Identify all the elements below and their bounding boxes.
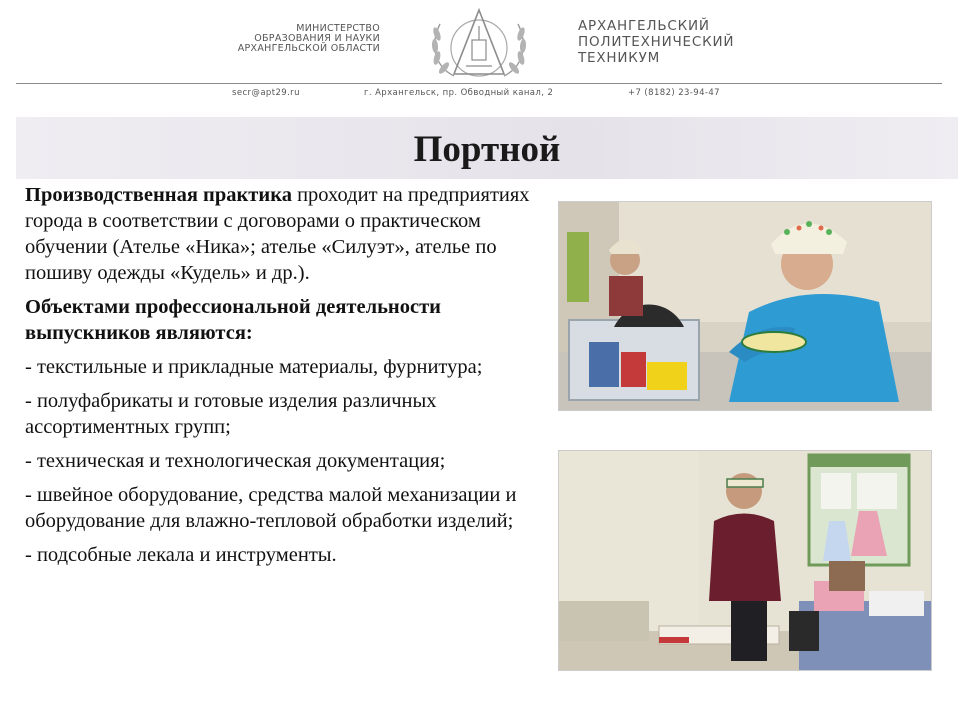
contact-phone: +7 (8182) 23-94-47 <box>628 88 720 98</box>
college-line: ТЕХНИКУМ <box>578 50 661 66</box>
title-bar <box>16 117 958 179</box>
college-name <box>578 18 798 66</box>
practice-heading: Производственная практика <box>25 184 292 206</box>
contact-address: г. Архангельск, пр. Обводный канал, 2 <box>364 88 554 98</box>
college-emblem-icon <box>424 4 534 88</box>
objects-heading: Объектами профессиональной деятельности выпускников являются: <box>25 296 441 344</box>
list-item: - швейное оборудование, средства малой механизации и оборудование для влажно-тепловой обработки изделий; <box>25 484 517 532</box>
list-item: - полуфабрикаты и готовые изделия различных ассортиментных групп; <box>25 390 437 438</box>
college-line: ПОЛИТЕХНИЧЕСКИЙ <box>578 34 735 50</box>
list-item: - текстильные и прикладные материалы, фурнитура; <box>25 356 483 378</box>
page-title: Портной <box>413 129 561 170</box>
header <box>0 0 960 100</box>
header-divider <box>16 83 942 84</box>
practice-paragraph <box>25 182 555 286</box>
practice-text: проходит на предприятиях города в соответствии с договорами о практическом обучении (Ателье «Ника»; ателье «Силуэт», ателье по пошиву одежды «Кудель» и др.). <box>25 184 530 284</box>
ministry-line: АРХАНГЕЛЬСКОЙ ОБЛАСТИ <box>237 43 380 54</box>
college-line: АРХАНГЕЛЬСКИЙ <box>578 18 710 34</box>
list-item: - техническая и технологическая документация; <box>25 450 446 472</box>
body-text <box>25 182 555 576</box>
ministry-line: ОБРАЗОВАНИЯ И НАУКИ <box>254 33 380 44</box>
photo-workshop <box>558 450 932 671</box>
ministry-name <box>210 24 380 54</box>
photo-students-sewing <box>558 201 932 411</box>
contact-email[interactable]: secr@apt29.ru <box>232 88 300 98</box>
ministry-line: МИНИСТЕРСТВО <box>296 23 380 34</box>
list-item: - подсобные лекала и инструменты. <box>25 544 337 566</box>
